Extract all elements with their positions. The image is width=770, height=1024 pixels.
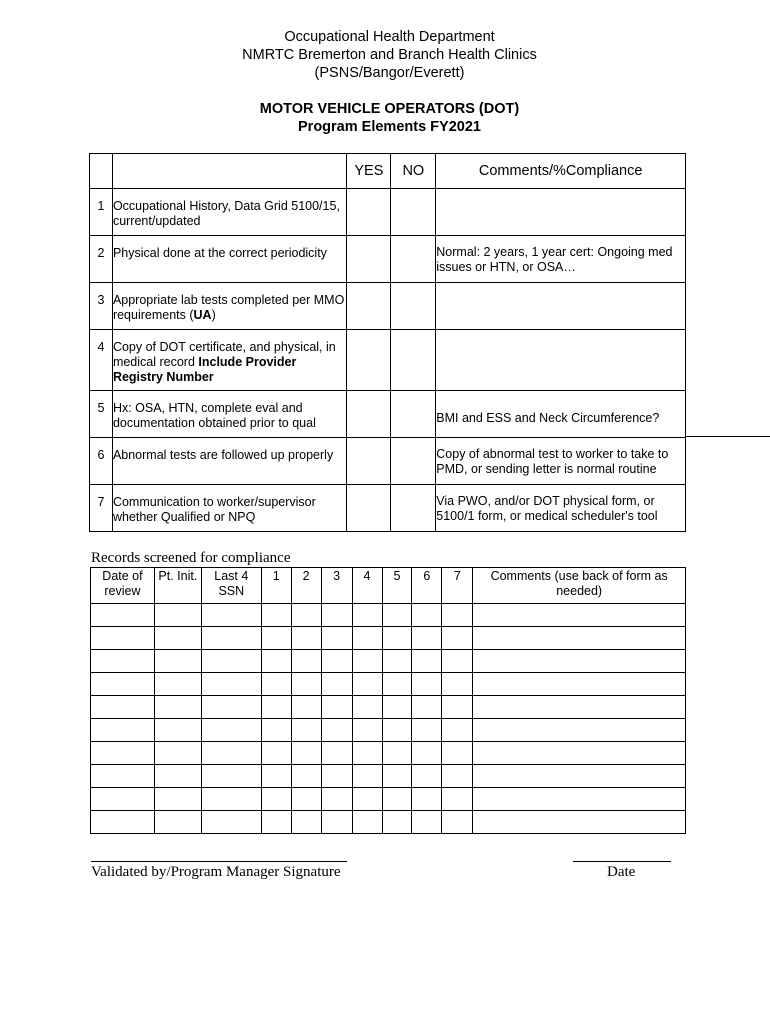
record-cell[interactable] [352, 765, 382, 788]
record-cell[interactable] [473, 696, 686, 719]
record-cell[interactable] [412, 696, 442, 719]
no-checkbox-cell[interactable] [391, 485, 436, 532]
record-cell[interactable] [352, 696, 382, 719]
record-cell[interactable] [291, 788, 321, 811]
element-description-bold: Include Provider Registry Number [112, 355, 297, 384]
record-row [91, 765, 686, 788]
record-cell[interactable] [261, 788, 291, 811]
record-cell[interactable] [154, 788, 201, 811]
signature-line[interactable] [91, 861, 347, 862]
record-cell[interactable] [442, 627, 473, 650]
record-cell[interactable] [201, 788, 261, 811]
signature-label: Validated by/Program Manager Signature [91, 864, 341, 880]
yes-checkbox-cell[interactable] [347, 391, 391, 438]
record-cell[interactable] [291, 650, 321, 673]
elements-header-row [90, 154, 686, 189]
header-line-3: (PSNS/Bangor/Everett) [314, 65, 465, 81]
record-cell[interactable] [291, 765, 321, 788]
record-cell[interactable] [382, 811, 412, 834]
record-cell[interactable] [321, 788, 352, 811]
record-cell[interactable] [382, 719, 412, 742]
element-description: Physical done at the correct periodicity [112, 236, 347, 283]
record-cell[interactable] [91, 696, 155, 719]
record-cell[interactable] [382, 742, 412, 765]
record-cell[interactable] [201, 719, 261, 742]
record-cell[interactable] [473, 673, 686, 696]
record-cell[interactable] [154, 811, 201, 834]
record-cell[interactable] [154, 719, 201, 742]
element-comment[interactable]: Normal: 2 years, 1 year cert: Ongoing med issues or HTN, or OSA… [436, 236, 686, 283]
records-header-cell: 6 [412, 568, 442, 604]
element-description: Abnormal tests are followed up properly [112, 438, 347, 485]
records-caption: Records screened for compliance [91, 550, 291, 566]
record-cell[interactable] [154, 765, 201, 788]
record-cell[interactable] [412, 742, 442, 765]
record-cell[interactable] [91, 811, 155, 834]
program-elements-table [89, 153, 686, 532]
element-row [90, 189, 686, 236]
record-cell[interactable] [91, 788, 155, 811]
record-cell[interactable] [352, 650, 382, 673]
record-cell[interactable] [291, 604, 321, 627]
element-comment[interactable]: Copy of abnormal test to worker to take to PMD, or sending letter is normal routine [436, 438, 686, 485]
record-cell[interactable] [261, 765, 291, 788]
records-header-cell: Last 4 SSN [201, 568, 261, 604]
record-cell[interactable] [442, 765, 473, 788]
record-cell[interactable] [154, 696, 201, 719]
record-cell[interactable] [352, 788, 382, 811]
no-checkbox-cell[interactable] [391, 189, 436, 236]
element-row [90, 485, 686, 532]
record-cell[interactable] [291, 627, 321, 650]
record-row [91, 604, 686, 627]
yes-checkbox-cell[interactable] [347, 189, 391, 236]
records-header-cell: 3 [321, 568, 352, 604]
record-cell[interactable] [201, 696, 261, 719]
element-description-bold: UA [193, 308, 212, 322]
element-number: 4 [90, 330, 113, 391]
record-cell[interactable] [154, 627, 201, 650]
record-cell[interactable] [201, 742, 261, 765]
record-cell[interactable] [154, 673, 201, 696]
header-desc-cell [112, 154, 347, 189]
no-checkbox-cell[interactable] [391, 330, 436, 391]
element-comment[interactable]: BMI and ESS and Neck Circumference? [436, 391, 686, 438]
record-row [91, 696, 686, 719]
record-cell[interactable] [412, 765, 442, 788]
record-cell[interactable] [412, 788, 442, 811]
records-header-cell: Pt. Init. [154, 568, 201, 604]
element-description: Occupational History, Data Grid 5100/15, current/updated [112, 189, 347, 236]
element-description [112, 330, 347, 391]
record-cell[interactable] [352, 627, 382, 650]
record-cell[interactable] [91, 650, 155, 673]
element-comment[interactable] [436, 330, 686, 391]
record-cell[interactable] [91, 604, 155, 627]
record-row [91, 742, 686, 765]
element-comment[interactable] [436, 283, 686, 330]
element-comment[interactable] [436, 189, 686, 236]
element-number: 2 [90, 236, 113, 283]
records-header-cell: 2 [291, 568, 321, 604]
record-cell[interactable] [442, 742, 473, 765]
record-cell[interactable] [321, 673, 352, 696]
yes-checkbox-cell[interactable] [347, 283, 391, 330]
record-cell[interactable] [442, 696, 473, 719]
date-label: Date [607, 864, 636, 880]
record-cell[interactable] [352, 742, 382, 765]
record-cell[interactable] [382, 696, 412, 719]
records-header-cell: Date of review [91, 568, 155, 604]
record-row [91, 719, 686, 742]
record-cell[interactable] [321, 811, 352, 834]
record-row [91, 650, 686, 673]
record-cell[interactable] [473, 650, 686, 673]
element-row [90, 391, 686, 438]
record-cell[interactable] [382, 604, 412, 627]
record-cell[interactable] [91, 673, 155, 696]
record-cell[interactable] [382, 673, 412, 696]
record-row [91, 627, 686, 650]
record-cell[interactable] [91, 627, 155, 650]
record-cell[interactable] [261, 627, 291, 650]
element-row [90, 330, 686, 391]
record-cell[interactable] [412, 673, 442, 696]
no-checkbox-cell[interactable] [391, 283, 436, 330]
record-cell[interactable] [201, 627, 261, 650]
record-cell[interactable] [321, 742, 352, 765]
record-cell[interactable] [442, 673, 473, 696]
record-cell[interactable] [261, 742, 291, 765]
record-cell[interactable] [261, 719, 291, 742]
record-row [91, 811, 686, 834]
record-cell[interactable] [321, 696, 352, 719]
record-cell[interactable] [154, 650, 201, 673]
record-cell[interactable] [442, 719, 473, 742]
header-comments: Comments/%Compliance [436, 154, 686, 189]
record-cell[interactable] [321, 627, 352, 650]
record-cell[interactable] [473, 627, 686, 650]
record-cell[interactable] [473, 811, 686, 834]
record-cell[interactable] [291, 742, 321, 765]
element-number: 6 [90, 438, 113, 485]
yes-checkbox-cell[interactable] [347, 485, 391, 532]
records-header-cell: Comments (use back of form as needed) [473, 568, 686, 604]
yes-checkbox-cell[interactable] [347, 438, 391, 485]
element-description-text: Copy of DOT certificate, and physical, in medical record [112, 340, 336, 369]
record-cell[interactable] [154, 604, 201, 627]
records-header-cell: 5 [382, 568, 412, 604]
record-cell[interactable] [473, 742, 686, 765]
record-cell[interactable] [352, 811, 382, 834]
record-cell[interactable] [412, 604, 442, 627]
record-cell[interactable] [291, 673, 321, 696]
records-header-cell: 4 [352, 568, 382, 604]
record-cell[interactable] [442, 604, 473, 627]
yes-checkbox-cell[interactable] [347, 330, 391, 391]
element-number: 1 [90, 189, 113, 236]
record-cell[interactable] [442, 788, 473, 811]
header-no: NO [391, 154, 436, 189]
date-line[interactable] [573, 861, 671, 862]
record-cell[interactable] [382, 788, 412, 811]
title-line-2: Program Elements FY2021 [298, 119, 481, 135]
header-yes: YES [347, 154, 391, 189]
record-cell[interactable] [261, 650, 291, 673]
element-number: 3 [90, 283, 113, 330]
record-cell[interactable] [352, 604, 382, 627]
element-row [90, 236, 686, 283]
no-checkbox-cell[interactable] [391, 438, 436, 485]
record-cell[interactable] [352, 719, 382, 742]
element-number: 7 [90, 485, 113, 532]
records-table [90, 567, 686, 834]
element-description [112, 283, 347, 330]
record-cell[interactable] [261, 673, 291, 696]
department-header [0, 28, 770, 82]
record-cell[interactable] [201, 765, 261, 788]
record-cell[interactable] [473, 788, 686, 811]
no-checkbox-cell[interactable] [391, 236, 436, 283]
divider-line [686, 436, 770, 437]
record-cell[interactable] [412, 627, 442, 650]
record-cell[interactable] [201, 650, 261, 673]
records-header-row [91, 568, 686, 604]
record-cell[interactable] [154, 742, 201, 765]
record-cell[interactable] [352, 673, 382, 696]
record-cell[interactable] [473, 765, 686, 788]
record-cell[interactable] [412, 719, 442, 742]
element-description: Communication to worker/supervisor whether Qualified or NPQ [112, 485, 347, 532]
record-cell[interactable] [321, 650, 352, 673]
record-cell[interactable] [321, 765, 352, 788]
records-header-cell: 1 [261, 568, 291, 604]
record-cell[interactable] [291, 696, 321, 719]
record-cell[interactable] [261, 696, 291, 719]
yes-checkbox-cell[interactable] [347, 236, 391, 283]
no-checkbox-cell[interactable] [391, 391, 436, 438]
record-cell[interactable] [412, 811, 442, 834]
element-comment[interactable]: Via PWO, and/or DOT physical form, or 5100/1 form, or medical scheduler's tool [436, 485, 686, 532]
record-cell[interactable] [412, 650, 442, 673]
record-cell[interactable] [91, 719, 155, 742]
element-description: Hx: OSA, HTN, complete eval and documentation obtained prior to qual [112, 391, 347, 438]
element-description-text: Appropriate lab tests completed per MMO requirements ( [112, 293, 345, 322]
record-cell[interactable] [442, 650, 473, 673]
record-cell[interactable] [382, 627, 412, 650]
element-row [90, 438, 686, 485]
element-row [90, 283, 686, 330]
record-cell[interactable] [201, 604, 261, 627]
record-row [91, 673, 686, 696]
record-cell[interactable] [473, 604, 686, 627]
record-cell[interactable] [382, 650, 412, 673]
record-cell[interactable] [91, 742, 155, 765]
record-cell[interactable] [442, 811, 473, 834]
element-number: 5 [90, 391, 113, 438]
title-line-1: MOTOR VEHICLE OPERATORS (DOT) [259, 101, 520, 117]
record-cell[interactable] [201, 673, 261, 696]
element-description-after: ) [211, 308, 216, 322]
record-cell[interactable] [382, 765, 412, 788]
record-cell[interactable] [201, 811, 261, 834]
record-cell[interactable] [261, 604, 291, 627]
header-num-cell [90, 154, 113, 189]
record-cell[interactable] [291, 719, 321, 742]
record-cell[interactable] [321, 604, 352, 627]
record-cell[interactable] [321, 719, 352, 742]
header-line-2: NMRTC Bremerton and Branch Health Clinics [242, 47, 537, 63]
record-cell[interactable] [291, 811, 321, 834]
header-line-1: Occupational Health Department [284, 29, 495, 45]
record-row [91, 788, 686, 811]
record-cell[interactable] [473, 719, 686, 742]
record-cell[interactable] [91, 765, 155, 788]
form-title [0, 100, 770, 136]
record-cell[interactable] [261, 811, 291, 834]
records-header-cell: 7 [442, 568, 473, 604]
